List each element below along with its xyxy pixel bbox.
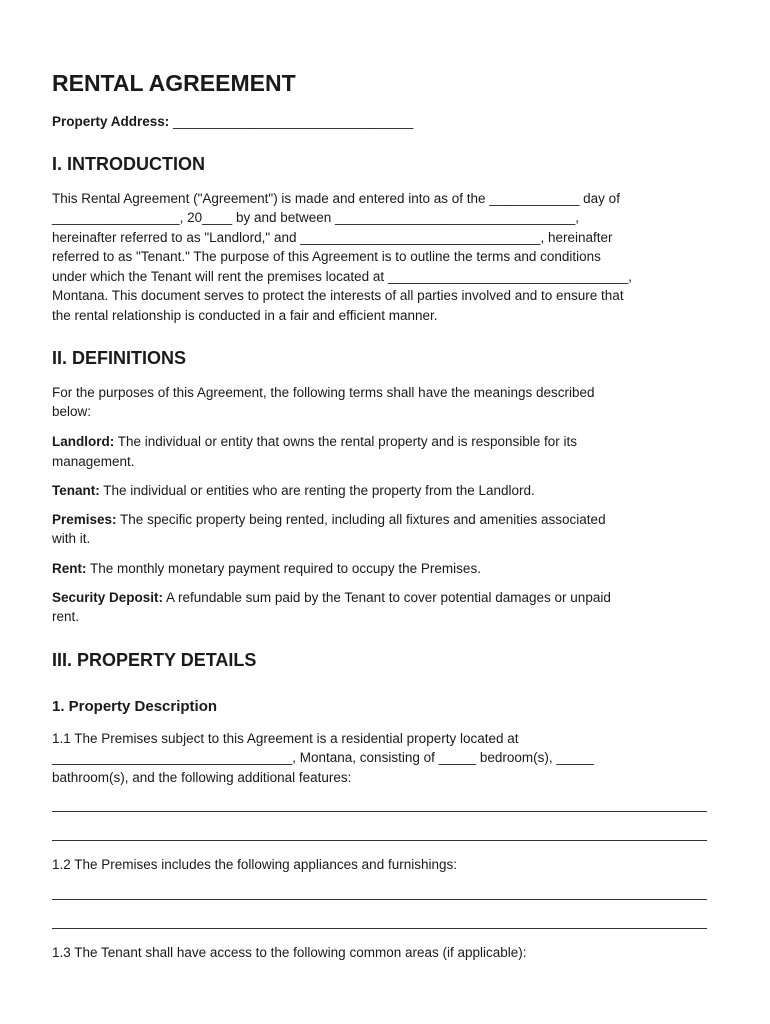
definition-text: A refundable sum paid by the Tenant to cover potential damages or unpaid bbox=[163, 590, 611, 605]
intro-line-1: This Rental Agreement ("Agreement") is made and entered into as of the ____________ day of bbox=[52, 191, 620, 206]
definitions-intro-line-2: below: bbox=[52, 404, 92, 419]
definition-security-deposit-cont: rent. bbox=[52, 609, 80, 624]
blank-fill-line bbox=[52, 899, 707, 900]
clause-1-1-line-1: 1.1 The Premises subject to this Agreement is a residential property located at bbox=[52, 731, 519, 746]
definition-text: The specific property being rented, including all fixtures and amenities associated bbox=[116, 512, 606, 527]
clause-1-1-line-2: ________________________________, Montana, consisting of _____ bedroom(s), _____ bbox=[52, 750, 594, 765]
definition-text: The individual or entities who are renting the property from the Landlord. bbox=[99, 483, 535, 498]
definition-security-deposit bbox=[52, 588, 611, 608]
intro-line-6: Montana. This document serves to protect the interests of all parties involved and to ensure that bbox=[52, 288, 624, 303]
document-title: RENTAL AGREEMENT bbox=[52, 70, 296, 96]
definition-term: Tenant: bbox=[52, 483, 100, 498]
definition-text: The individual or entity that owns the rental property and is responsible for its bbox=[114, 434, 578, 449]
blank-fill-line bbox=[52, 840, 707, 841]
intro-line-3: hereinafter referred to as "Landlord," and ________________________________, hereinafter bbox=[52, 230, 613, 245]
intro-line-4: referred to as "Tenant." The purpose of this Agreement is to outline the terms and conditions bbox=[52, 249, 601, 264]
definition-term: Landlord: bbox=[52, 434, 115, 449]
property-address-blank: ________________________________ bbox=[173, 114, 414, 129]
property-address-label: Property Address: bbox=[52, 114, 170, 129]
definition-rent bbox=[52, 559, 481, 579]
blank-fill-line bbox=[52, 811, 707, 812]
definitions-intro-line-1: For the purposes of this Agreement, the following terms shall have the meanings described bbox=[52, 385, 595, 400]
introduction-heading: I. INTRODUCTION bbox=[52, 154, 205, 174]
definition-term: Rent: bbox=[52, 561, 87, 576]
definition-landlord-cont: management. bbox=[52, 454, 135, 469]
property-address-line bbox=[52, 114, 413, 129]
clause-1-1-line-3: bathroom(s), and the following additional features: bbox=[52, 770, 352, 785]
blank-fill-line bbox=[52, 928, 707, 929]
intro-line-7: the rental relationship is conducted in a fair and efficient manner. bbox=[52, 308, 438, 323]
clause-1-2: 1.2 The Premises includes the following appliances and furnishings: bbox=[52, 857, 457, 872]
intro-line-2: _________________, 20____ by and between ________________________________, bbox=[52, 210, 580, 225]
definition-term: Security Deposit: bbox=[52, 590, 164, 605]
definition-text: The monthly monetary payment required to occupy the Premises. bbox=[86, 561, 481, 576]
definition-term: Premises: bbox=[52, 512, 117, 527]
clause-1-3: 1.3 The Tenant shall have access to the following common areas (if applicable): bbox=[52, 945, 527, 960]
definition-landlord bbox=[52, 432, 577, 452]
definition-tenant bbox=[52, 481, 535, 501]
property-description-heading: 1. Property Description bbox=[52, 698, 218, 715]
definition-premises bbox=[52, 510, 606, 530]
property-details-heading: III. PROPERTY DETAILS bbox=[52, 650, 257, 670]
definitions-heading: II. DEFINITIONS bbox=[52, 348, 187, 368]
intro-line-5: under which the Tenant will rent the premises located at ________________________________, bbox=[52, 269, 632, 284]
definition-premises-cont: with it. bbox=[52, 531, 91, 546]
